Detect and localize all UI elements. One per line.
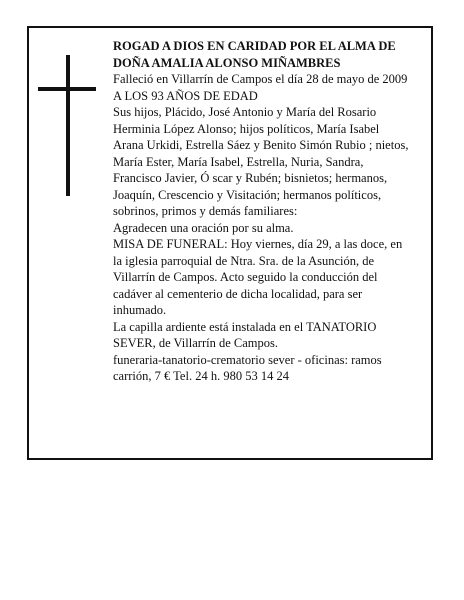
chapel-info: La capilla ardiente está instalada en el TANATORIO SEVER, de Villarrín de Campos. (113, 319, 377, 350)
cross-vertical-bar (66, 55, 70, 196)
cross-horizontal-bar (38, 87, 96, 91)
obituary-title: ROGAD A DIOS EN CARIDAD POR EL ALMA DE DOÑA AMALIA ALONSO MIÑAMBRES (113, 39, 396, 70)
death-notice: Falleció en Villarrín de Campos el día 28 de mayo de 2009 (113, 72, 408, 86)
obituary-text (113, 38, 410, 385)
thanks-line: Agradecen una oración por su alma. (113, 220, 294, 235)
family-list: Sus hijos, Plácido, José Antonio y María del Rosario Herminia López Alonso; hijos políticos, María Isabel Arana Urkidi, Estrella Sáez y Benito Simón Rubio ; nietos, María Ester, María Isabel, Estrella, Nuria, Sandra, Francisco Javier, Ó scar y Rubén; bisnietos; hermanos, Joaquín, Crescencio y Visitación; hermanos políticos, sobrinos, primos y demás familiares: (113, 105, 409, 218)
funeral-home-info: funeraria-tanatorio-crematorio sever - oficinas: ramos carrión, 7 € Tel. 24 h. 980 53 14 24 (113, 352, 382, 383)
age-line: A LOS 93 AÑOS DE EDAD (113, 88, 258, 103)
funeral-mass: MISA DE FUNERAL: Hoy viernes, día 29, a las doce, en la iglesia parroquial de Ntra. Sra. de la Asunción, de Villarrín de Campos. Acto seguido la conducción del cadáver al cementerio de dicha localidad, para ser inhumado. (113, 237, 403, 317)
